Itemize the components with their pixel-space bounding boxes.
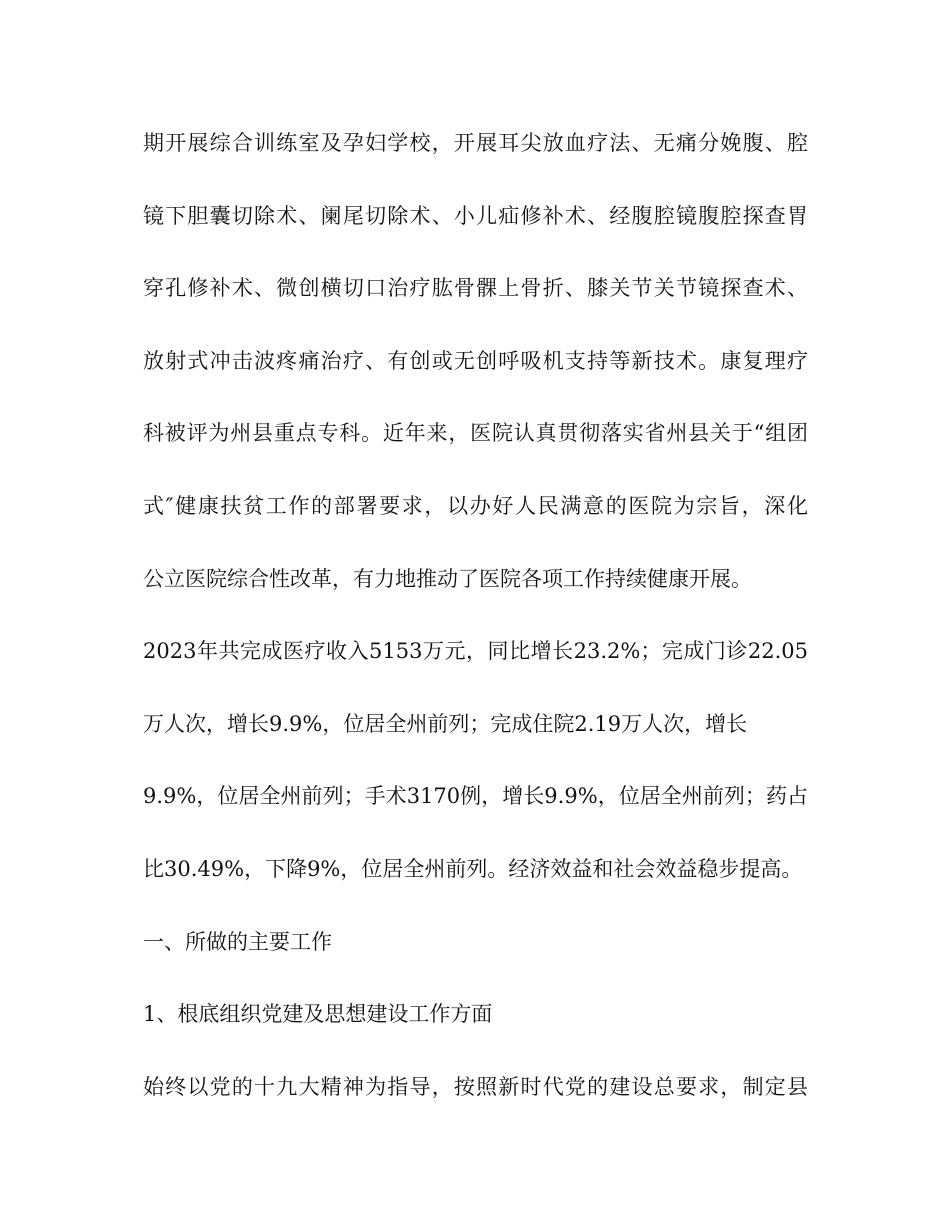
text-line-content: 式″健康扶贫工作的部署要求，以办好人民满意的医院为宗旨，深化 <box>143 493 808 518</box>
subsection-heading-text: 1、根底组织党建及思想建设工作方面 <box>143 1002 493 1027</box>
text-line-content: 期开展综合训练室及孕妇学校，开展耳尖放血疗法、无痛分娩腹、腔 <box>143 131 808 155</box>
text-line <box>143 707 808 780</box>
text-line-content: 9.9%，位居全州前列；手术3170例，增长9.9%，位居全州前列；药占 <box>143 784 808 809</box>
text-line-content: 比30.49%，下降9%，位居全州前列。经济效益和社会效益稳步提高。 <box>143 856 803 881</box>
text-line <box>143 562 808 635</box>
text-line-content: 2023年共完成医疗收入5153万元，同比增长23.2%；完成门诊22.05 <box>143 639 808 664</box>
section-heading-text: 一、所做的主要工作 <box>143 929 332 954</box>
text-line <box>143 344 808 417</box>
text-line <box>143 1070 808 1143</box>
section-heading <box>143 925 808 998</box>
subsection-heading <box>143 997 808 1070</box>
text-line <box>143 271 808 344</box>
text-line-content: 万人次，增长9.9%，位居全州前列；完成住院2.19万人次，增长 <box>143 711 748 736</box>
text-line-content: 放射式冲击波疼痛治疗、有创或无创呼吸机支持等新技术。康复理疗 <box>143 348 808 373</box>
text-line <box>143 489 808 562</box>
text-line <box>143 852 808 925</box>
document-body <box>143 126 808 1142</box>
text-line-content: 穿孔修补术、微创横切口治疗肱骨髁上骨折、膝关节关节镜探查术、 <box>143 276 808 301</box>
text-line <box>143 634 808 707</box>
text-line-content: 科被评为州县重点专科。近年来，医院认真贯彻落实省州县关于“组团 <box>143 421 808 446</box>
text-line-content: 镜下胆囊切除术、阑尾切除术、小儿疝修补术、经腹腔镜腹腔探查胃 <box>143 203 808 228</box>
text-line <box>143 779 808 852</box>
text-line-content: 始终以党的十九大精神为指导，按照新时代党的建设总要求，制定县 <box>143 1074 808 1099</box>
text-line <box>143 199 808 272</box>
text-line-content: 公立医院综合性改革，有力地推动了医院各项工作持续健康开展。 <box>143 566 752 591</box>
text-line <box>143 416 808 489</box>
text-line <box>143 126 808 199</box>
